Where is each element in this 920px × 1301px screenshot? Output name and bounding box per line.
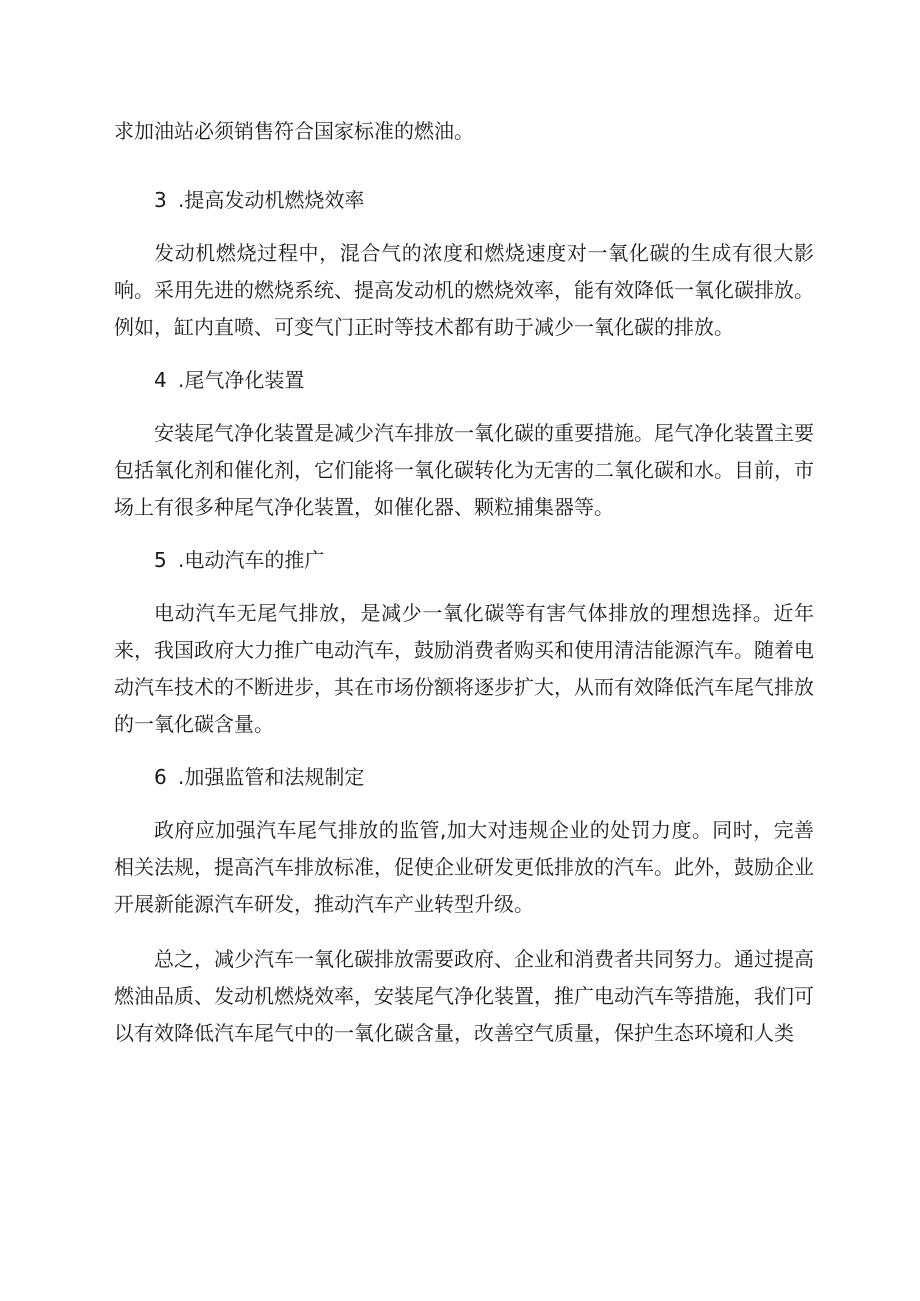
- section-heading-4: [114, 362, 814, 399]
- section-heading-6: [114, 759, 814, 796]
- section-heading-5: [114, 542, 814, 579]
- paragraph-continuation: 求加油站必须销售符合国家标准的燃油。: [114, 119, 474, 143]
- section-number: 5: [154, 548, 167, 572]
- section-number: 6: [154, 765, 167, 789]
- section-number: 4: [154, 368, 167, 392]
- section-number: 3: [154, 188, 167, 212]
- paragraph-regulation: 政府应加强汽车尾气排放的监管,加大对违规企业的处罚力度。同时，完善相关法规，提高汽车排放标准，促使企业研发更低排放的汽车。此外，鼓励企业开展新能源汽车研发，推动汽车产业转型升级。: [114, 818, 814, 916]
- paragraph-combustion: 发动机燃烧过程中，混合气的浓度和燃烧速度对一氧化碳的生成有很大影响。采用先进的燃烧系统、提高发动机的燃烧效率，能有效降低一氧化碳排放。例如，缸内直喷、可变气门正时等技术都有助于减少一氧化碳的排放。: [114, 241, 814, 339]
- paragraph-electric-vehicles: 电动汽车无尾气排放，是减少一氧化碳等有害气体排放的理想选择。近年来，我国政府大力推广电动汽车，鼓励消费者购买和使用清洁能源汽车。随着电动汽车技术的不断进步，其在市场份额将逐步扩大，从而有效降低汽车尾气排放的一氧化碳含量。: [114, 601, 814, 736]
- paragraph-exhaust-purifier: 安装尾气净化装置是减少汽车排放一氧化碳的重要措施。尾气净化装置主要包括氧化剂和催化剂，它们能将一氧化碳转化为无害的二氧化碳和水。目前，市场上有很多种尾气净化装置，如催化器、颗粒捕集器等。: [114, 421, 814, 519]
- paragraph-conclusion: 总之，减少汽车一氧化碳排放需要政府、企业和消费者共同努力。通过提高燃油品质、发动机燃烧效率，安装尾气净化装置，推广电动汽车等措施，我们可以有效降低汽车尾气中的一氧化碳含量，改善空气质量，保护生态环境和人类: [114, 947, 814, 1045]
- section-title: .尾气净化装置: [178, 368, 305, 392]
- section-heading-3: [114, 182, 814, 219]
- section-title: .加强监管和法规制定: [178, 765, 365, 789]
- document-body: [114, 113, 814, 1052]
- section-title: .提高发动机燃烧效率: [178, 188, 365, 212]
- section-title: .电动汽车的推广: [178, 548, 325, 572]
